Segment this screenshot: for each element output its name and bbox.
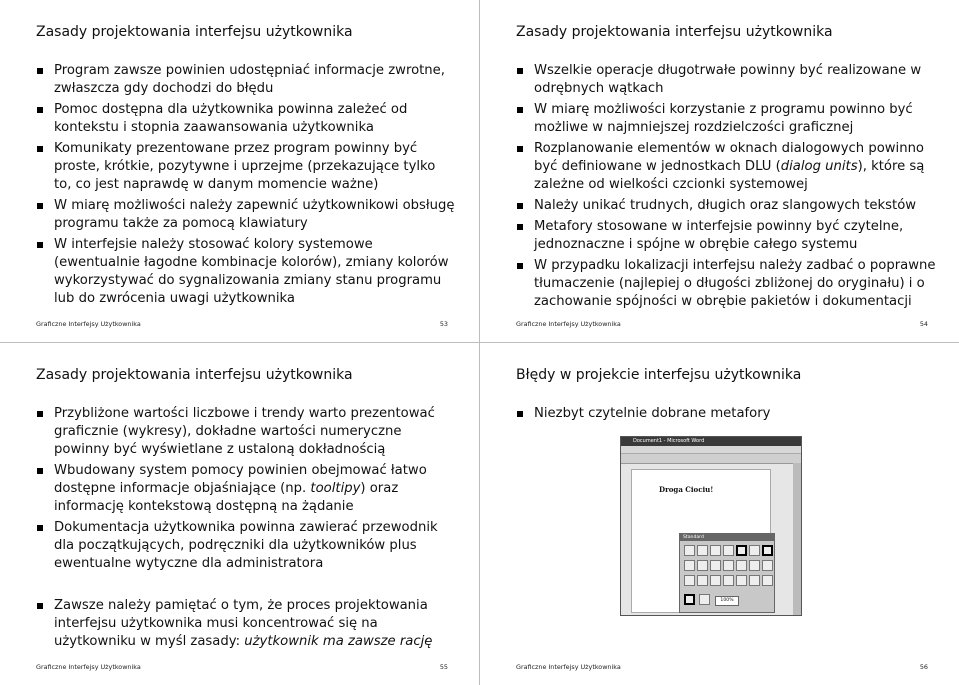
- list-item: Program zawsze powinien udostępniać informacje zwrotne, zwłaszcza gdy dochodzi do błędu: [36, 62, 456, 98]
- cut-icon: [684, 560, 695, 571]
- toolbar: [621, 454, 801, 464]
- footer-course: Graficzne Interfejsy Użytkownika: [516, 320, 621, 328]
- page-number: 53: [439, 320, 448, 328]
- save-icon: [710, 545, 721, 556]
- slide-footer: [36, 663, 448, 671]
- emphasis: użytkownik ma zawsze rację: [244, 634, 433, 649]
- document-text: Droga Ciociu!: [659, 485, 714, 494]
- list-item: W miarę możliwości należy zapewnić użytkownikowi obsługę programu także za pomocą klawiatury: [36, 197, 456, 233]
- undo-icon: [736, 560, 747, 571]
- bullet-list: [36, 62, 456, 311]
- columns-icon: [710, 575, 721, 586]
- slide-title: Zasady projektowania interfejsu użytkownika: [36, 367, 353, 383]
- slide-55: [0, 343, 479, 685]
- spelling-icon: [749, 545, 760, 556]
- list-item: Pomoc dostępna dla użytkownika powinna zależeć od kontekstu i stopnia zaawansowania użytkownika: [36, 101, 456, 137]
- emphasis: tooltipy: [310, 481, 361, 496]
- slide-footer: [36, 320, 448, 328]
- bullet-list: [36, 405, 456, 654]
- slide-56: [480, 343, 959, 685]
- excel-icon: [697, 575, 708, 586]
- open-icon: [697, 545, 708, 556]
- help-icon: [762, 575, 773, 586]
- word-screenshot: [620, 436, 802, 616]
- text-run: ) oraz informację kontekstową dostępną na żądanie: [54, 481, 399, 514]
- bullet-list: [516, 62, 936, 314]
- redo-icon: [749, 560, 760, 571]
- preview-icon: [684, 594, 695, 605]
- list-item: W miarę możliwości korzystanie z programu powinno być możliwe w najmniejszej rozdzielczości graficznej: [516, 101, 936, 137]
- zoom-box: 100%: [715, 596, 739, 606]
- page-number: 55: [439, 663, 448, 671]
- drawing-icon: [723, 575, 734, 586]
- footer-course: Graficzne Interfejsy Użytkownika: [36, 663, 141, 671]
- list-item: [36, 597, 456, 651]
- format-painter-icon: [723, 560, 734, 571]
- list-item: [36, 462, 456, 516]
- text-run: Zawsze należy pamiętać o tym, że proces projektowania interfejsu użytkownika musi koncentrować się na użytkowniku w myśl zasady:: [54, 598, 428, 649]
- list-item: W przypadku lokalizacji interfejsu należy zadbać o poprawne tłumaczenie (najlepiej o długości zbliżonej do oryginału) i o zachowanie spójności w obrębie pakietów i dokumentacji: [516, 257, 936, 311]
- slide-53: [0, 0, 479, 342]
- footer-course: Graficzne Interfejsy Użytkownika: [516, 663, 621, 671]
- list-item: Metafory stosowane w interfejsie powinny być czytelne, jednoznaczne i spójne w obrębie całego systemu: [516, 218, 936, 254]
- list-item: Komunikaty prezentowane przez program powinny być proste, krótkie, pozytywne i uprzejme (przekazujące tylko to, co jest naprawdę w danym momencie ważne): [36, 140, 456, 194]
- help-pointer-icon: [699, 594, 710, 605]
- text-run: Rozplanowanie elementów w oknach dialogowych powinno być definiowane w jednostkach DLU (: [534, 141, 924, 174]
- slide-title: Zasady projektowania interfejsu użytkownika: [36, 24, 353, 40]
- slide-title: Błędy w projekcie interfejsu użytkownika: [516, 367, 802, 383]
- palette-title: Standard: [680, 534, 774, 541]
- print-icon: [723, 545, 734, 556]
- copy-icon: [697, 560, 708, 571]
- table-icon: [684, 575, 695, 586]
- list-item: Przybliżone wartości liczbowe i trendy warto prezentować graficznie (wykresy), dokładne wartości numeryczne powinny być wyświetlane z ustaloną dokładnością: [36, 405, 456, 459]
- hyperlink-icon: [762, 560, 773, 571]
- page-number: 56: [919, 663, 928, 671]
- list-item: Wszelkie operacje długotrwałe powinny być realizowane w odrębnych wątkach: [516, 62, 936, 98]
- new-document-icon: [684, 545, 695, 556]
- window-title-bar: Document1 - Microsoft Word: [621, 437, 801, 446]
- magnifier-icon: [762, 545, 773, 556]
- text-run: Wbudowany system pomocy powinien obejmować łatwo dostępne informacje objaśniające (np.: [54, 463, 427, 496]
- list-item: Niezbyt czytelnie dobrane metafory: [516, 405, 936, 423]
- page-number: 54: [919, 320, 928, 328]
- footer-course: Graficzne Interfejsy Użytkownika: [36, 320, 141, 328]
- print-preview-icon: [736, 545, 747, 556]
- emphasis: dialog units: [780, 159, 858, 174]
- slide-54: [480, 0, 959, 342]
- slide-footer: [516, 663, 928, 671]
- standard-toolbar-palette: [679, 533, 775, 613]
- list-item: Dokumentacja użytkownika powinna zawierać przewodnik dla początkujących, podręczniki dla użytkowników plus ewentualne wytyczne dla administratora: [36, 519, 456, 573]
- paste-icon: [710, 560, 721, 571]
- text-run: ), które są zależne od wielkości czcionki systemowej: [534, 159, 925, 192]
- slide-title: Zasady projektowania interfejsu użytkownika: [516, 24, 833, 40]
- document-map-icon: [736, 575, 747, 586]
- bullet-list: [516, 405, 936, 426]
- show-hide-icon: [749, 575, 760, 586]
- list-item: [516, 140, 936, 194]
- slide-footer: [516, 320, 928, 328]
- list-item: Należy unikać trudnych, długich oraz slangowych tekstów: [516, 197, 936, 215]
- menu-bar: [621, 446, 801, 454]
- scrollbar: [793, 463, 801, 615]
- list-item: W interfejsie należy stosować kolory systemowe (ewentualnie łagodne kombinacje kolorów), zmiany kolorów wykorzystywać do sygnalizowania zmiany stanu programu lub do zwrócenia uwagi użytkownika: [36, 236, 456, 308]
